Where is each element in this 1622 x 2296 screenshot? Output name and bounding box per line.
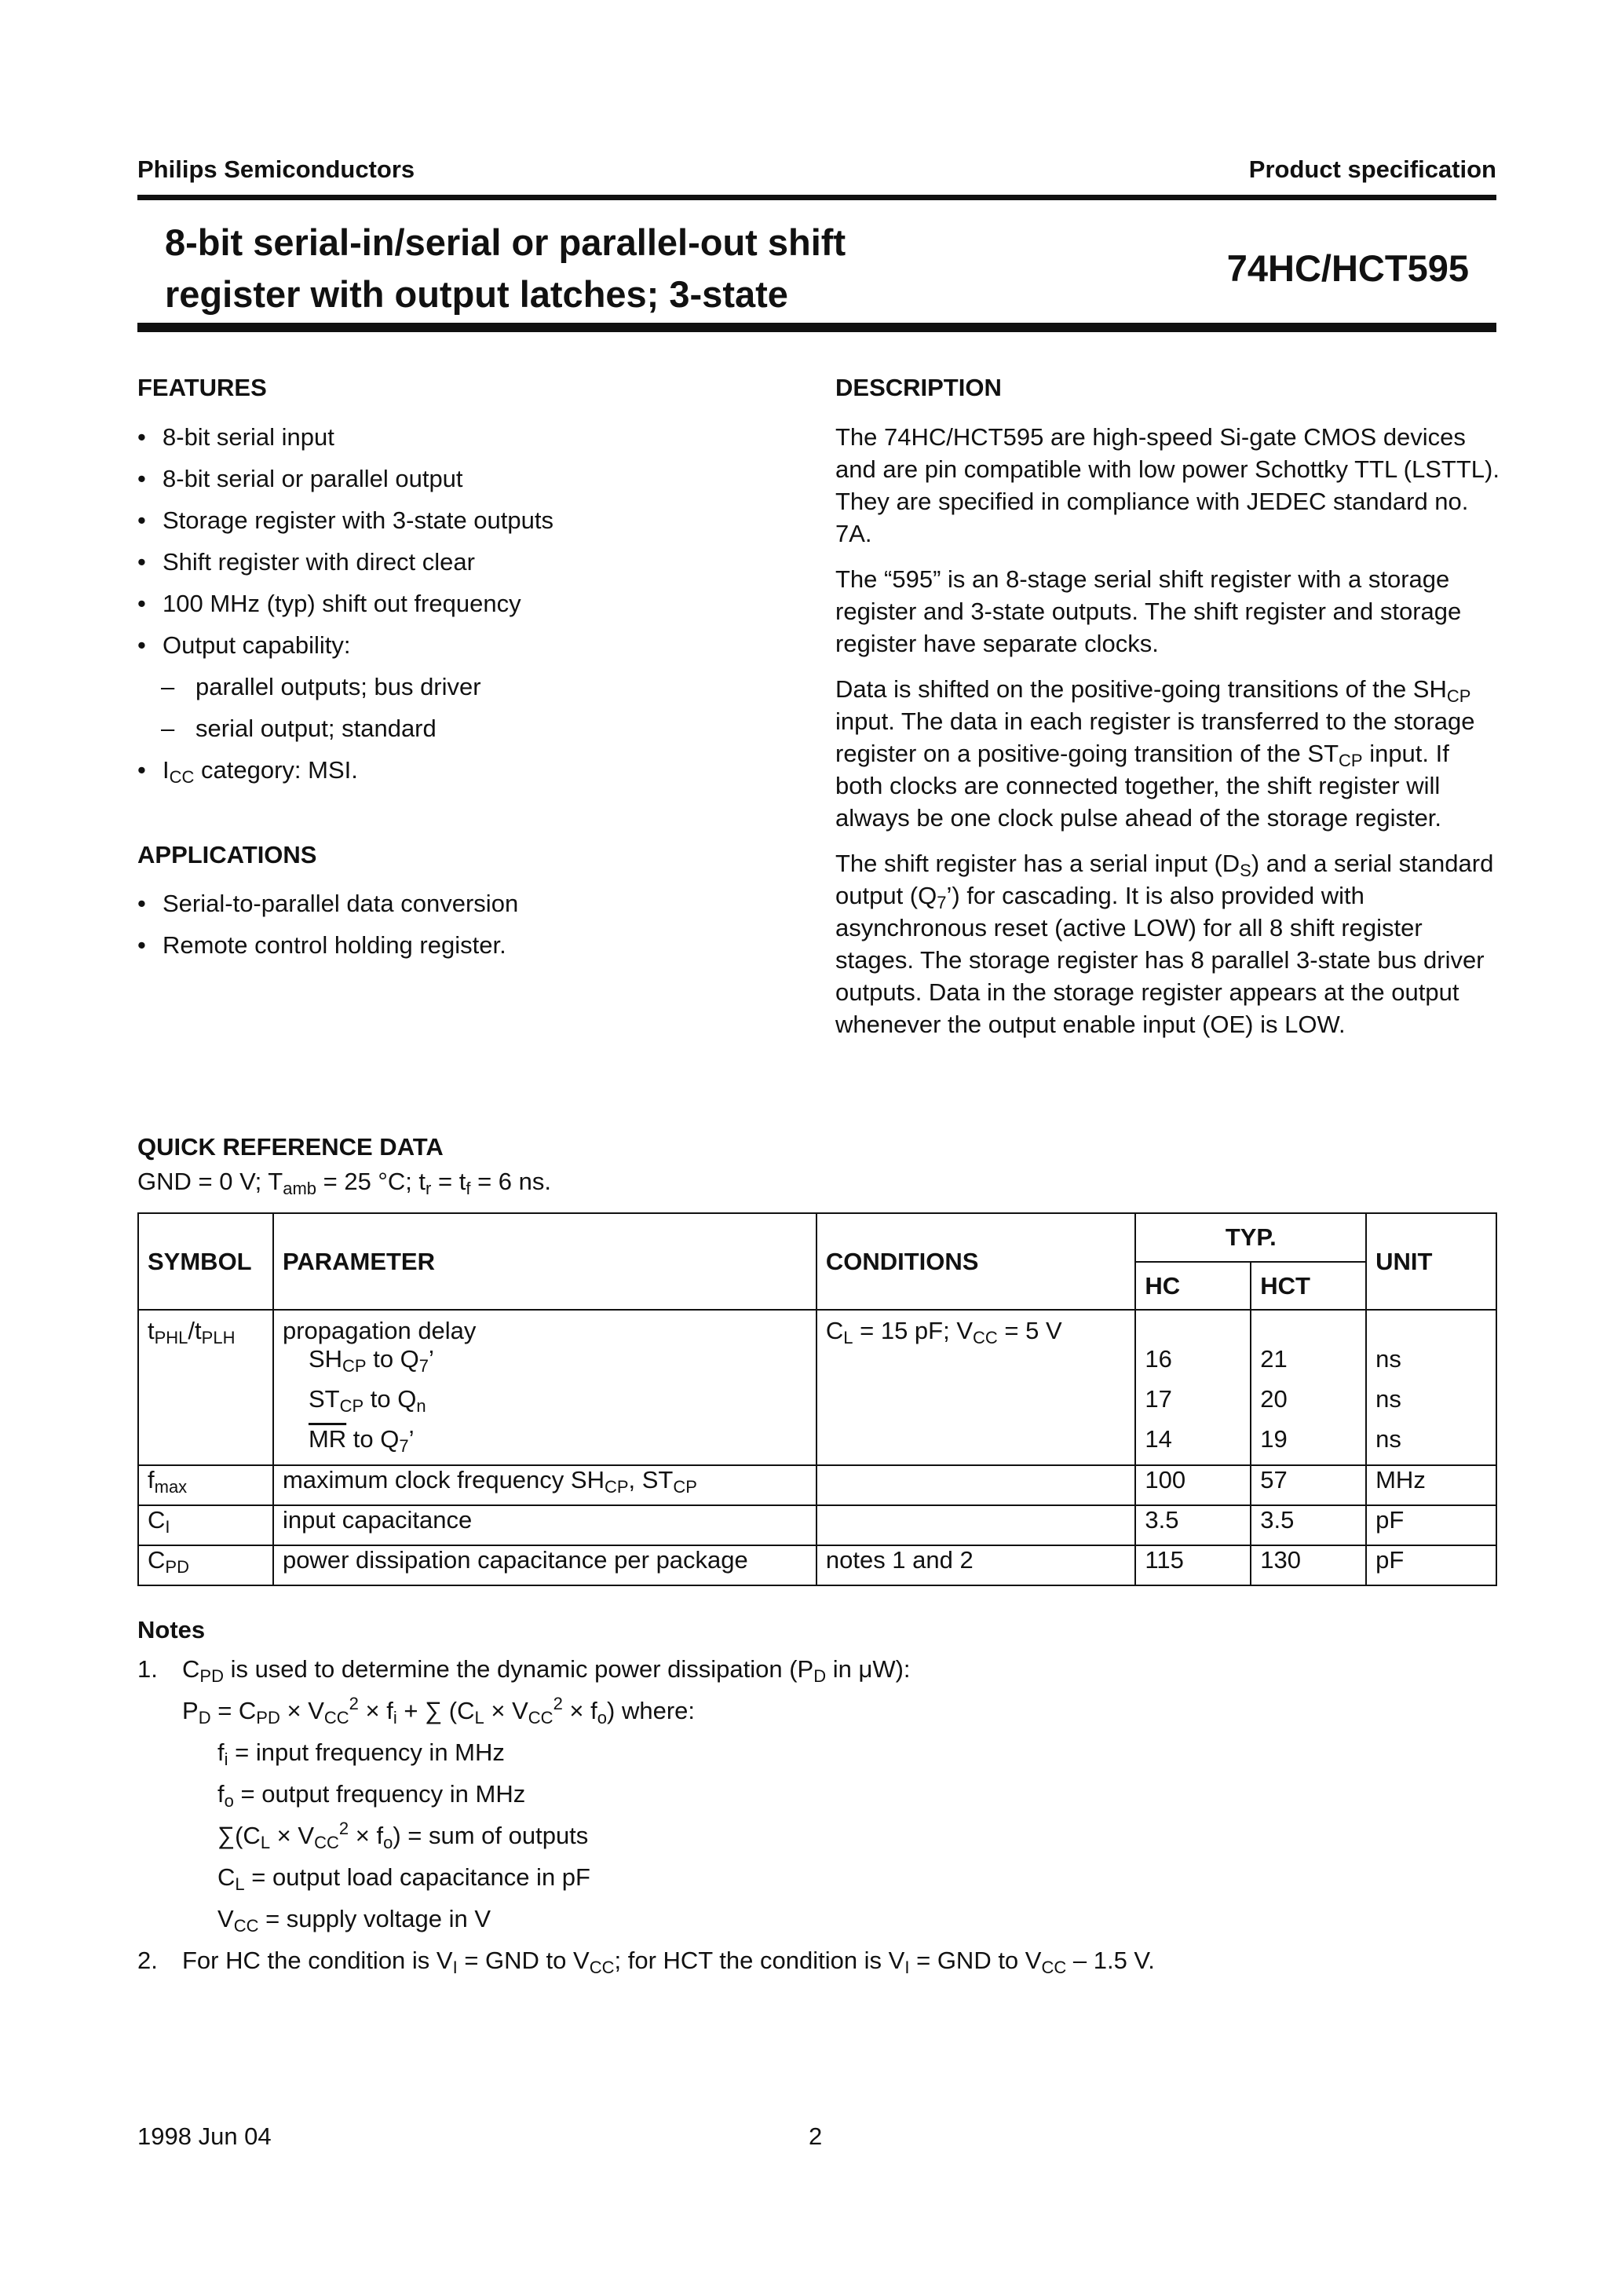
- cell-unit: ns: [1366, 1345, 1496, 1385]
- doc-type: Product specification: [1248, 155, 1496, 183]
- table-row: [138, 1465, 1496, 1505]
- qrd-conditions: GND = 0 V; $T_{amb} = 25$ °C; $t_r = t_f = 6$ ns.: [137, 1168, 551, 1198]
- col-header-symbol: SYMBOL: [138, 1213, 273, 1310]
- description-paragraph: The 74HC/HCT595 are high-speed Si-gate CMOS devices and are pin compatible with low power Schottky TTL (LSTTL). They are specified in compliance with JEDEC standard no. 7A.: [835, 423, 1500, 547]
- cell-parameter: $ST_{CP}$ to $Q_n$: [273, 1385, 816, 1425]
- list-subitem: – parallel outputs; bus driver: [161, 673, 481, 700]
- list-subitem: – serial output; standard: [161, 715, 437, 742]
- cell-hc: 16: [1135, 1345, 1251, 1385]
- cell-unit: MHz: [1366, 1465, 1496, 1505]
- cell-conditions: [816, 1465, 1136, 1505]
- cell-conditions: notes 1 and 2: [816, 1545, 1136, 1585]
- note-definition: $\sum(C_L \times V_{CC}^2 \times f_o)$ = sum of outputs: [217, 1819, 589, 1852]
- cell-unit: pF: [1366, 1545, 1496, 1585]
- cell-symbol: $t_{PHL}/t_{PLH}$: [138, 1310, 273, 1345]
- table-row: [138, 1505, 1496, 1545]
- col-header-conditions: CONDITIONS: [816, 1213, 1136, 1310]
- header-rule-top: [137, 195, 1496, 200]
- cell-hc: 17: [1135, 1385, 1251, 1425]
- col-header-hct: HCT: [1251, 1262, 1366, 1310]
- note-definition: $f_i$ = input frequency in MHz: [217, 1738, 505, 1769]
- list-item: • 8-bit serial or parallel output: [137, 465, 463, 492]
- page-number: 2: [809, 2122, 823, 2150]
- table-row: [138, 1545, 1496, 1585]
- description-paragraph: Data is shifted on the positive-going transitions of the $SH_{CP}$ input. The data in each register is transferred to the storage register on a positive-going transition of the $ST_{CP}$ input. If both clocks are connected together, the shift register will always be one clock pulse ahead of the storage register.: [835, 675, 1475, 832]
- note-definition: $V_{CC}$ = supply voltage in V: [217, 1905, 491, 1936]
- cell-hc: 14: [1135, 1425, 1251, 1465]
- note-2: For HC the condition is $V_I$ = GND to $V_{CC}$; for HCT the condition is $V_I$ = GND to $V_{CC} - 1.5$ V.: [182, 1947, 1155, 1977]
- list-item: • 8-bit serial input: [137, 423, 334, 451]
- description-paragraph: The “595” is an 8-stage serial shift register with a storage register and 3-state outputs. The shift register and storage register have separate clocks.: [835, 565, 1462, 657]
- cell-hct: 19: [1251, 1425, 1366, 1465]
- cell-conditions: [816, 1425, 1136, 1465]
- note-definition: $f_o$ = output frequency in MHz: [217, 1780, 526, 1811]
- cell-conditions: [816, 1345, 1136, 1385]
- table-row: [138, 1310, 1496, 1345]
- cell-conditions: [816, 1385, 1136, 1425]
- cell-unit: pF: [1366, 1505, 1496, 1545]
- col-header-unit: UNIT: [1366, 1213, 1496, 1310]
- note-1: $C_{PD}$ is used to determine the dynamic power dissipation ($P_D$ in μW):: [182, 1655, 911, 1686]
- part-number: 74HC/HCT595: [1226, 247, 1469, 289]
- list-item: • Shift register with direct clear: [137, 548, 475, 576]
- cell-parameter: power dissipation capacitance per package: [273, 1545, 816, 1585]
- notes-heading: Notes: [137, 1616, 206, 1643]
- applications-heading: APPLICATIONS: [137, 841, 317, 868]
- table-row: [138, 1425, 1496, 1465]
- cell-symbol: [138, 1425, 273, 1465]
- quick-reference-table: [137, 1212, 1497, 1586]
- note-number: 2.: [137, 1947, 158, 1974]
- cell-symbol: [138, 1385, 273, 1425]
- qrd-heading: QUICK REFERENCE DATA: [137, 1133, 444, 1161]
- cell-parameter: maximum clock frequency $SH_{CP}$, $ST_{CP}$: [273, 1465, 816, 1505]
- table-row: [138, 1345, 1496, 1385]
- cell-hct: 130: [1251, 1545, 1366, 1585]
- page-title: 8-bit serial-in/serial or parallel-out shift register with output latches; 3-state: [165, 221, 846, 315]
- cell-symbol: [138, 1345, 273, 1385]
- list-item: • Remote control holding register.: [137, 931, 506, 959]
- cell-parameter: $\overline{MR}$ to $Q_7$’: [273, 1425, 816, 1465]
- company-name: Philips Semiconductors: [137, 155, 415, 183]
- cell-hct: 21: [1251, 1345, 1366, 1385]
- cell-symbol: $C_I$: [138, 1505, 273, 1545]
- cell-hc: 3.5: [1135, 1505, 1251, 1545]
- col-header-typ: TYP.: [1135, 1213, 1366, 1262]
- list-item: • Storage register with 3-state outputs: [137, 506, 553, 534]
- note-equation: $P_D = C_{PD} \times V_{CC}^2 \times f_i$ + ∑ $(C_L \times V_{CC}^2 \times f_o)$ where:: [182, 1694, 695, 1727]
- col-header-hc: HC: [1135, 1262, 1251, 1310]
- cell-parameter: $SH_{CP}$ to $Q_7$’: [273, 1345, 816, 1385]
- cell-unit: ns: [1366, 1385, 1496, 1425]
- list-item: • $I_{CC}$ category: MSI.: [137, 756, 358, 787]
- cell-hc: 100: [1135, 1465, 1251, 1505]
- cell-hct: 20: [1251, 1385, 1366, 1425]
- cell-symbol: $C_{PD}$: [138, 1545, 273, 1585]
- list-item: • Serial-to-parallel data conversion: [137, 890, 519, 917]
- cell-conditions: [816, 1505, 1136, 1545]
- footer-date: 1998 Jun 04: [137, 2122, 272, 2150]
- note-definition: $C_L$ = output load capacitance in pF: [217, 1863, 590, 1894]
- cell-conditions: $C_L = 15$ pF; $V_{CC} = 5$ V: [816, 1310, 1136, 1345]
- description-body: [835, 421, 1501, 1054]
- cell-hc: 115: [1135, 1545, 1251, 1585]
- applications-list: [137, 887, 765, 971]
- description-paragraph: The shift register has a serial input $(D_S)$ and a serial standard output $(Q_7’)$ for cascading. It is also provided with asynchronous reset (active LOW) for all 8 shift register stages. The storage register has 8 parallel 3-state bus driver outputs. Data in the storage register appears at the output whenever the output enable input (OE) is LOW.: [835, 850, 1494, 1038]
- cell-parameter: input capacitance: [273, 1505, 816, 1545]
- cell-symbol: $f_{max}$: [138, 1465, 273, 1505]
- cell-hct: [1251, 1310, 1366, 1345]
- note-number: 1.: [137, 1655, 158, 1683]
- header-rule-bottom: [137, 323, 1496, 332]
- cell-parameter: propagation delay: [273, 1310, 816, 1345]
- cell-hct: 3.5: [1251, 1505, 1366, 1545]
- description-heading: DESCRIPTION: [835, 374, 1002, 401]
- table-row: [138, 1385, 1496, 1425]
- cell-hc: [1135, 1310, 1251, 1345]
- cell-unit: ns: [1366, 1425, 1496, 1465]
- features-list: [137, 421, 765, 795]
- cell-unit: [1366, 1310, 1496, 1345]
- list-item: • 100 MHz (typ) shift out frequency: [137, 590, 521, 617]
- col-header-parameter: PARAMETER: [273, 1213, 816, 1310]
- features-heading: FEATURES: [137, 374, 267, 401]
- table-header-row: [138, 1213, 1496, 1262]
- cell-hct: 57: [1251, 1465, 1366, 1505]
- list-item: • Output capability:: [137, 631, 351, 659]
